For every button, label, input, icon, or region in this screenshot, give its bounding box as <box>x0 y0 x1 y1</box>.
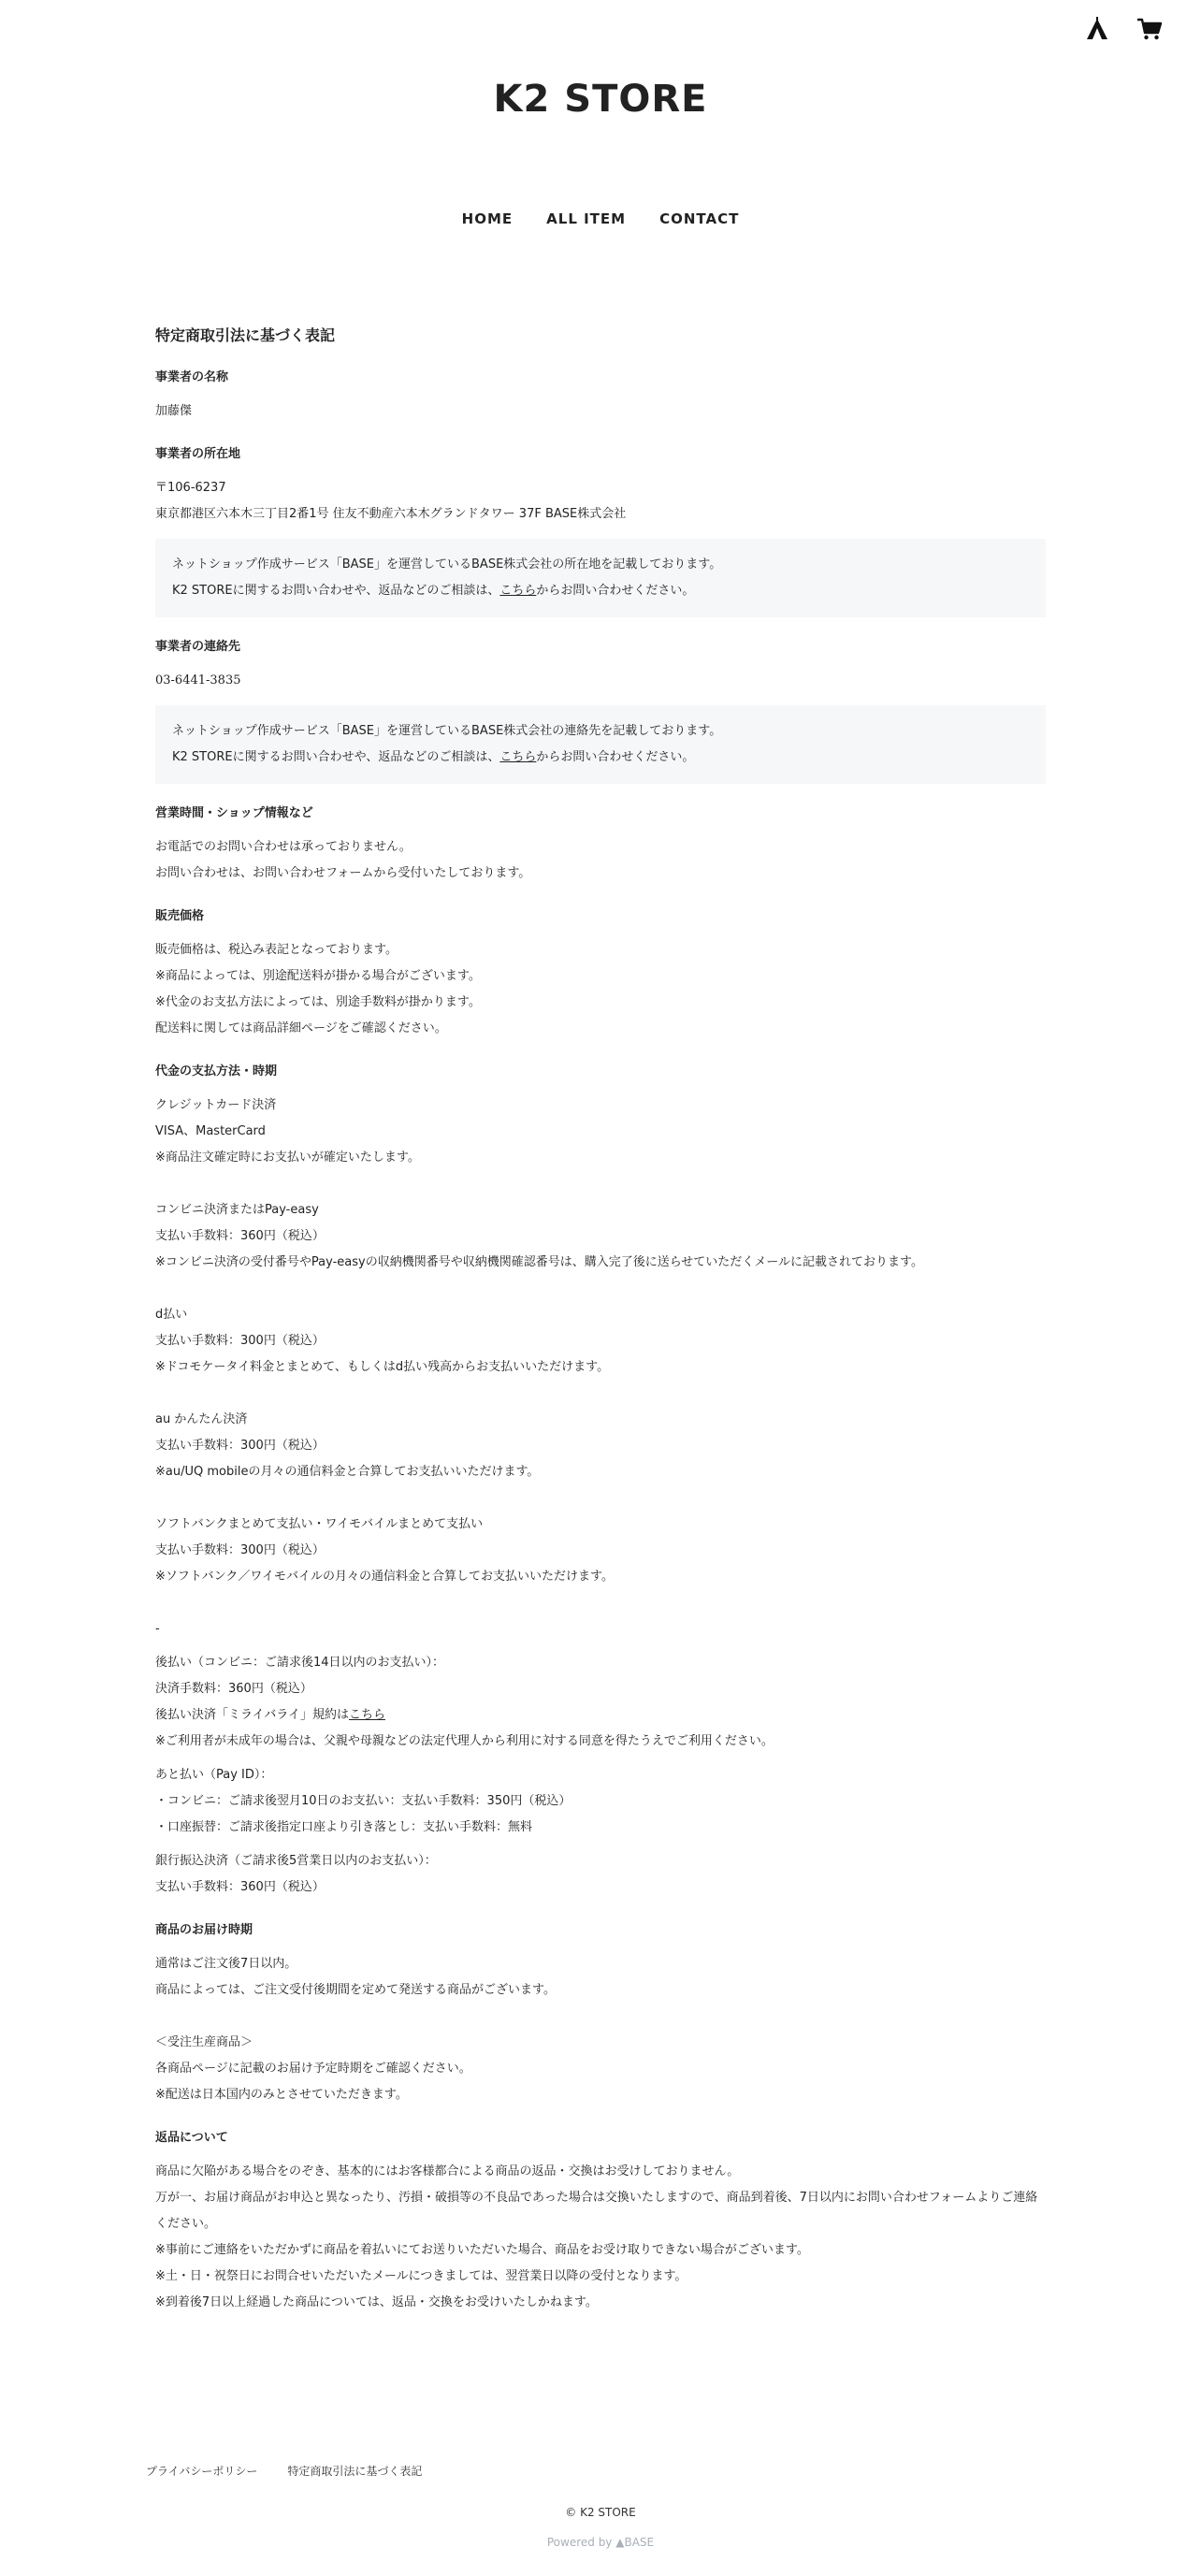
address-note <box>155 539 1046 617</box>
section-shop-info <box>155 803 1046 887</box>
info-line: ＜受注生産商品＞ <box>155 2035 253 2049</box>
privacy-policy-link[interactable]: プライバシーポリシー <box>146 2465 258 2478</box>
payment-line: 支払い手数料：360円（税込） <box>155 1880 325 1894</box>
terms-link[interactable]: こちら <box>348 1708 385 1722</box>
section-payment <box>155 1061 1046 1901</box>
payment-line: あと払い（Pay ID）： <box>155 1768 273 1782</box>
footer-links <box>146 2462 422 2481</box>
note-text <box>172 578 1029 604</box>
info-line: ※事前にご連絡をいただかずに商品を着払いにてお送りいただいた場合、商品をお受け取りできない場合がございます。 <box>155 2243 809 2257</box>
terms-prefix: 後払い決済「ミライバライ」規約は <box>155 1708 349 1722</box>
info-line: 通常はご注文後7日以内。 <box>155 1957 297 1971</box>
info-line: 商品に欠陥がある場合をのぞき、基本的にはお客様都合による商品の返品・交換はお受けしておりません。 <box>155 2164 740 2178</box>
payment-line: ・コンビニ：ご請求後翌月10日のお支払い：支払い手数料：350円（税込） <box>155 1794 572 1808</box>
info-line: ※配送は日本国内のみとさせていただきます。 <box>155 2088 408 2102</box>
payment-line: ※コンビニ決済の受付番号やPay-easyの収納機関番号や収納機関確認番号は、購入完了後に送らせていただくメールに記載されております。 <box>155 1255 924 1269</box>
powered-brand: BASE <box>624 2536 655 2549</box>
section-business-name <box>155 367 1046 425</box>
section-title: 返品について <box>155 2131 228 2145</box>
section-delivery <box>155 1919 1046 2108</box>
contact-link[interactable]: こちら <box>499 750 537 764</box>
note-text: ネットショップ作成サービス「BASE」を運営しているBASE株式会社の所在地を記載しております。 <box>172 557 722 572</box>
nav-all-item[interactable]: ALL ITEM <box>546 210 627 227</box>
note-text-prefix: K2 STOREに関するお問い合わせや、返品などのご相談は、 <box>172 750 500 764</box>
street-address: 東京都港区六本木三丁目2番1号 住友不動産六本木グランドタワー 37F BASE株式会社 <box>155 507 627 521</box>
info-line: 万が一、お届け商品がお申込と異なったり、汚損・破損等の不良品であった場合は交換いたしますので、商品到着後、7日以内にお問い合わせフォームよりご連絡ください。 <box>155 2191 1038 2231</box>
payment-line: d払い <box>155 1308 188 1322</box>
payment-line: 支払い手数料：300円（税込） <box>155 1439 325 1453</box>
info-line: ※商品によっては、別途配送料が掛かる場合がございます。 <box>155 969 481 983</box>
phone-number: 03-6441-3835 <box>155 673 241 687</box>
section-price <box>155 905 1046 1042</box>
payment-line: クレジットカード決済 <box>155 1098 277 1112</box>
info-line: 各商品ページに記載のお届け予定時期をご確認ください。 <box>155 2062 471 2076</box>
cart-icon[interactable] <box>1136 15 1164 43</box>
note-text: ネットショップ作成サービス「BASE」を運営しているBASE株式会社の連絡先を記載しております。 <box>172 724 722 738</box>
payment-line: ソフトバンクまとめて支払い・ワイモバイルまとめて支払い <box>155 1517 484 1531</box>
nav-home[interactable]: HOME <box>461 210 514 227</box>
payment-line: VISA、MasterCard <box>155 1124 266 1138</box>
business-name: 加藤傑 <box>155 404 193 418</box>
payment-line: 支払い手数料：360円（税込） <box>155 1229 325 1243</box>
payment-line: 決済手数料：360円（税込） <box>155 1682 312 1696</box>
section-returns <box>155 2127 1046 2316</box>
contact-note <box>155 705 1046 784</box>
section-title: 事業者の連絡先 <box>155 640 241 654</box>
note-text-prefix: K2 STOREに関するお問い合わせや、返品などのご相談は、 <box>172 584 500 598</box>
note-text-suffix: からお問い合わせください。 <box>536 750 695 764</box>
store-title[interactable]: K2 STORE <box>493 78 708 121</box>
info-line: 配送料に関しては商品詳細ページをご確認ください。 <box>155 1021 447 1035</box>
payment-line: ・口座振替：ご請求後指定口座より引き落とし：支払い手数料：無料 <box>155 1820 533 1834</box>
info-line: お電話でのお問い合わせは承っておりません。 <box>155 840 412 854</box>
law-content <box>155 324 1046 2335</box>
base-shop-icon[interactable] <box>1083 15 1111 43</box>
info-line: 商品によっては、ご注文受付後期間を定めて発送する商品がございます。 <box>155 1983 556 1997</box>
payment-line <box>155 1702 1046 1729</box>
payment-line: コンビニ決済またはPay-easy <box>155 1203 319 1217</box>
section-title: 販売価格 <box>155 909 205 923</box>
payment-line: ※au/UQ mobileの月々の通信料金と合算してお支払いいただけます。 <box>155 1465 540 1479</box>
section-title: 事業者の名称 <box>155 370 229 384</box>
powered-by-text: Powered by <box>546 2536 613 2549</box>
main-nav <box>0 208 1201 230</box>
payment-separator: - <box>155 1622 160 1636</box>
base-logo-icon: ▲ <box>615 2536 625 2549</box>
info-line: ※土・日・祝祭日にお問合せいただいたメールにつきましては、翌営業日以降の受付となります。 <box>155 2269 687 2283</box>
payment-line: 支払い手数料：300円（税込） <box>155 1543 325 1557</box>
payment-line: ※商品注文確定時にお支払いが確定いたします。 <box>155 1151 420 1165</box>
payment-line: 後払い（コンビニ：ご請求後14日以内のお支払い）： <box>155 1656 445 1670</box>
section-title: 事業者の所在地 <box>155 447 241 461</box>
nav-contact[interactable]: CONTACT <box>659 210 740 227</box>
info-line: ※代金のお支払方法によっては、別途手数料が掛かります。 <box>155 995 481 1009</box>
note-text <box>172 745 1029 771</box>
header-icons <box>1083 15 1164 43</box>
payment-line: ※ソフトバンク／ワイモバイルの月々の通信料金と合算してお支払いいただけます。 <box>155 1570 614 1584</box>
section-contact <box>155 636 1046 784</box>
payment-line: 支払い手数料：300円（税込） <box>155 1334 325 1348</box>
section-address <box>155 443 1046 617</box>
info-line: お問い合わせは、お問い合わせフォームから受付いたしております。 <box>155 866 531 880</box>
info-line: 販売価格は、税込み表記となっております。 <box>155 943 398 957</box>
note-text-suffix: からお問い合わせください。 <box>536 584 695 598</box>
powered-by[interactable] <box>0 2533 1201 2552</box>
commercial-law-link[interactable]: 特定商取引法に基づく表記 <box>287 2465 423 2478</box>
postal-code: 〒106-6237 <box>155 481 226 495</box>
info-line: ※到着後7日以上経過した商品については、返品・交換をお受けいたしかねます。 <box>155 2295 598 2309</box>
payment-line: ※ご利用者が未成年の場合は、父親や母親などの法定代理人から利用に対する同意を得たうえでご利用ください。 <box>155 1734 774 1748</box>
payment-line: ※ドコモケータイ料金とまとめて、もしくはd払い残高からお支払いいただけます。 <box>155 1360 610 1374</box>
payment-line: au かんたん決済 <box>155 1412 248 1426</box>
section-title: 営業時間・ショップ情報など <box>155 806 313 820</box>
section-title: 商品のお届け時期 <box>155 1923 253 1937</box>
copyright: © K2 STORE <box>565 2506 636 2519</box>
contact-link[interactable]: こちら <box>499 584 537 598</box>
payment-line: 銀行振込決済（ご請求後5営業日以内のお支払い）： <box>155 1854 437 1868</box>
page-title: 特定商取引法に基づく表記 <box>155 326 336 344</box>
section-title: 代金の支払方法・時期 <box>155 1064 278 1078</box>
